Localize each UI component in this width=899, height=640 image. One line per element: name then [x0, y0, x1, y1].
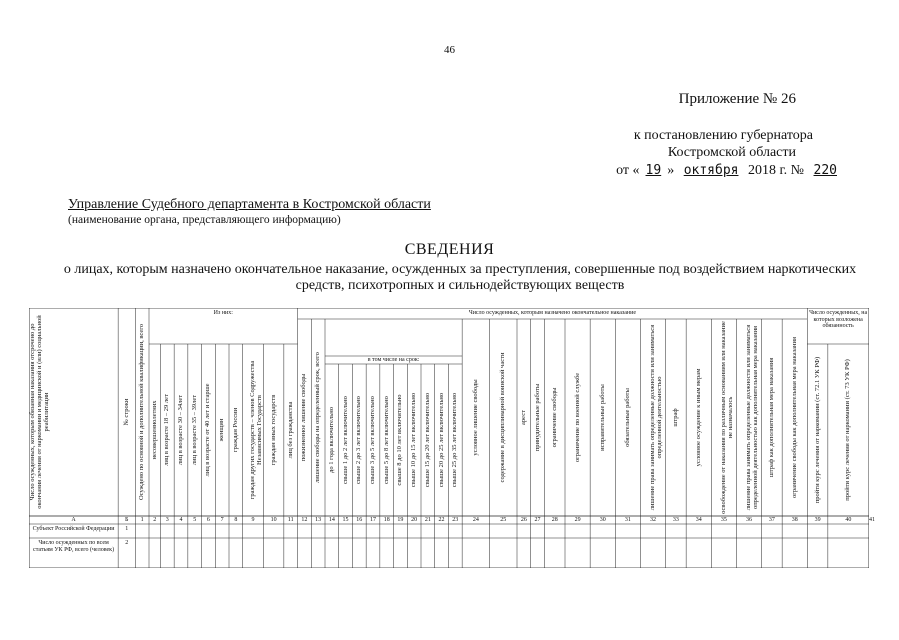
- decree-line-1: к постановлению губернатора: [633, 128, 813, 143]
- group-header-in-terms: в том числе на срок:: [367, 357, 420, 363]
- report-table: [29, 308, 875, 568]
- numbering-cell: 19: [397, 517, 404, 523]
- numbering-cell: 14: [328, 517, 335, 523]
- numbering-cell: 38: [791, 517, 798, 523]
- column-header-b: № строки: [122, 398, 130, 426]
- numbering-cell: 28: [551, 517, 558, 523]
- column-header-23: свыше 25 до 35 лет включительно: [451, 392, 459, 488]
- org-caption: (наименование органа, представляющего информацию): [68, 214, 341, 226]
- decree-line-2: Костромской области: [667, 145, 796, 160]
- column-header-28: ограничение свободы: [550, 387, 558, 448]
- numbering-cell: 36: [745, 517, 752, 523]
- column-header-10: граждан иных государств: [269, 394, 277, 466]
- numbering-cell: 5: [193, 517, 197, 523]
- column-header-40: пройти курс лечения от наркомании (ст. 73 УК РФ): [844, 359, 852, 501]
- numbering-cell: 18: [383, 517, 390, 523]
- numbering-cell: 15: [342, 517, 349, 523]
- column-header-33: штраф: [671, 408, 679, 427]
- numbering-cell: 26: [520, 517, 527, 523]
- numbering-cell: 31: [624, 517, 631, 523]
- column-header-27: принудительные работы: [533, 383, 541, 452]
- numbering-cell: 16: [356, 517, 363, 523]
- column-header-29: ограничение по военной службе: [573, 372, 581, 463]
- document-title: СВЕДЕНИЯ: [404, 241, 495, 258]
- numbering-cell: 12: [301, 517, 308, 523]
- column-header-41: Число осужденных, которым обязанная наказания отсрочено до окончания лечения от наркомании и медицинской и (или) социальной реабилитации: [29, 315, 50, 509]
- column-header-4: лиц в возрасте 30 – 34лет: [177, 394, 184, 466]
- decree-month: октября: [683, 163, 739, 178]
- numbering-cell: 23: [452, 517, 459, 523]
- group-header-of-them: Из них:: [213, 310, 233, 316]
- numbering-cell: 9: [251, 517, 255, 523]
- numbering-cell: 6: [206, 517, 210, 523]
- column-header-25: содержание в дисциплинарной воинской части: [499, 352, 507, 483]
- column-header-24: условное лишение свободы: [471, 379, 479, 456]
- column-header-5: лиц в возрасте 35 – 39лет: [190, 394, 198, 466]
- column-header-22: свыше 20 до 25 лет включительно: [437, 392, 445, 488]
- numbering-cell: 21: [424, 517, 431, 523]
- column-header-30: исправительные работы: [598, 384, 606, 451]
- date-prefix: от «: [616, 163, 640, 178]
- column-header-21: свыше 15 до 20 лет включительно: [423, 392, 431, 488]
- row-label: Число осужденных по всем статьям УК РФ, всего (человек): [33, 540, 115, 553]
- column-header-12: пожизненное лишение свободы: [300, 373, 308, 462]
- numbering-cell: 1: [140, 517, 144, 523]
- numbering-cell: 37: [768, 517, 775, 523]
- numbering-cell: 10: [270, 517, 277, 523]
- column-header-3: лиц в возрасте 18 – 29 лет: [163, 394, 171, 466]
- numbering-cell: 33: [672, 517, 679, 523]
- decree-date-line: [616, 163, 843, 179]
- column-header-34: условное осуждение к иным мерам: [694, 368, 702, 467]
- org-name: Управление Судебного департамента в Костромской области: [68, 197, 431, 212]
- decree-number: 220: [813, 163, 837, 178]
- column-header-14: до 1 года включительно: [327, 407, 335, 473]
- column-header-15: свыше 1 до 2 лет включительно: [341, 396, 349, 484]
- numbering-cell: 29: [574, 517, 581, 523]
- numbering-cell: 41: [869, 517, 875, 523]
- numbering-cell: 39: [814, 517, 821, 523]
- numbering-cell: 8: [234, 517, 238, 523]
- column-header-16: свыше 2 до 3 лет включительно: [355, 396, 363, 484]
- numbering-cell: 7: [220, 517, 224, 523]
- numbering-cell: 25: [500, 517, 507, 523]
- numbering-cell: 17: [369, 517, 376, 523]
- numbering-cell: 4: [179, 517, 183, 523]
- decree-day: 19: [645, 163, 662, 178]
- column-header-31: обязательные работы: [623, 388, 631, 447]
- row-number: 1: [125, 526, 129, 532]
- group-header-obliged: Число осужденных, на которых возложена обязанность: [809, 310, 868, 329]
- column-header-13: лишение свободы на определенный срок, всего: [314, 352, 322, 483]
- column-header-1: Осуждено по основной и дополнительной квалификации, всего: [138, 324, 146, 501]
- numbering-cell: 13: [315, 517, 322, 523]
- appendix-title: Приложение № 26: [678, 91, 796, 107]
- column-header-6: лиц в возрасте от 40 лет и старше: [204, 383, 212, 477]
- document-subtitle: о лицах, которым назначено окончательное наказание, осужденных за преступления, совершенные под воздействием наркотических средств, психотропных и сильнодействующих веществ: [63, 262, 857, 293]
- column-header-36: лишение права занимать определенные должности или заниматься определенной деятельностью как дополнительная мера наказания: [745, 324, 759, 511]
- numbering-cell: 35: [720, 517, 727, 523]
- column-header-26: арест: [519, 410, 527, 425]
- numbering-cell: 22: [438, 517, 445, 523]
- column-header-19: свыше 8 до 10 лет включительно: [396, 394, 404, 486]
- column-header-17: свыше 3 до 5 лет включительно: [369, 396, 376, 484]
- row-number: 2: [125, 540, 129, 546]
- column-header-35: освобождение от наказания по различным основаниям или наказание не назначалось: [719, 321, 734, 514]
- date-mid: »: [667, 163, 675, 178]
- column-header-20: свыше 10 до 15 лет включительно: [410, 392, 418, 488]
- page-number: 46: [444, 44, 455, 56]
- column-header-8: граждан России: [231, 407, 239, 453]
- column-header-38: ограничение свободы как дополнительная мера наказания: [790, 337, 798, 498]
- column-header-7: женщин: [218, 418, 226, 442]
- numbering-cell: 3: [165, 517, 169, 523]
- numbering-cell: 27: [534, 517, 541, 523]
- column-header-32: лишение права занимать определенные должности или заниматься определенной деятельностью: [649, 324, 663, 511]
- numbering-cell: 34: [695, 517, 702, 523]
- numbering-cell: 11: [287, 517, 294, 523]
- numbering-cell: 20: [411, 517, 418, 523]
- numbering-cell: 40: [845, 517, 852, 523]
- column-header-18: свыше 5 до 8 лет включительно: [382, 396, 390, 484]
- numbering-cell: 24: [472, 517, 479, 523]
- numbering-cell: Б: [124, 517, 129, 523]
- group-header-sentenced: Число осужденных, которым назначено окончательное наказание: [468, 310, 637, 316]
- numbering-cell: 2: [153, 517, 157, 523]
- column-header-9: граждан других государств – членов Содружества Независимых Государств: [249, 360, 263, 500]
- numbering-cell: 30: [599, 517, 606, 523]
- decree-year: 2018 г. №: [747, 163, 805, 178]
- numbering-cell: 32: [649, 517, 656, 523]
- column-header-39: пройти курс лечения от наркомании (ст. 72.1 УК РФ): [813, 356, 821, 504]
- column-header-37: штраф как дополнительная мера наказания: [767, 357, 775, 478]
- column-header-2: несовершеннолетних: [150, 400, 158, 460]
- column-header-11: лиц без гражданства: [286, 401, 294, 459]
- row-label: Субъект Российской Федерации: [32, 526, 115, 532]
- numbering-cell: А: [71, 517, 76, 523]
